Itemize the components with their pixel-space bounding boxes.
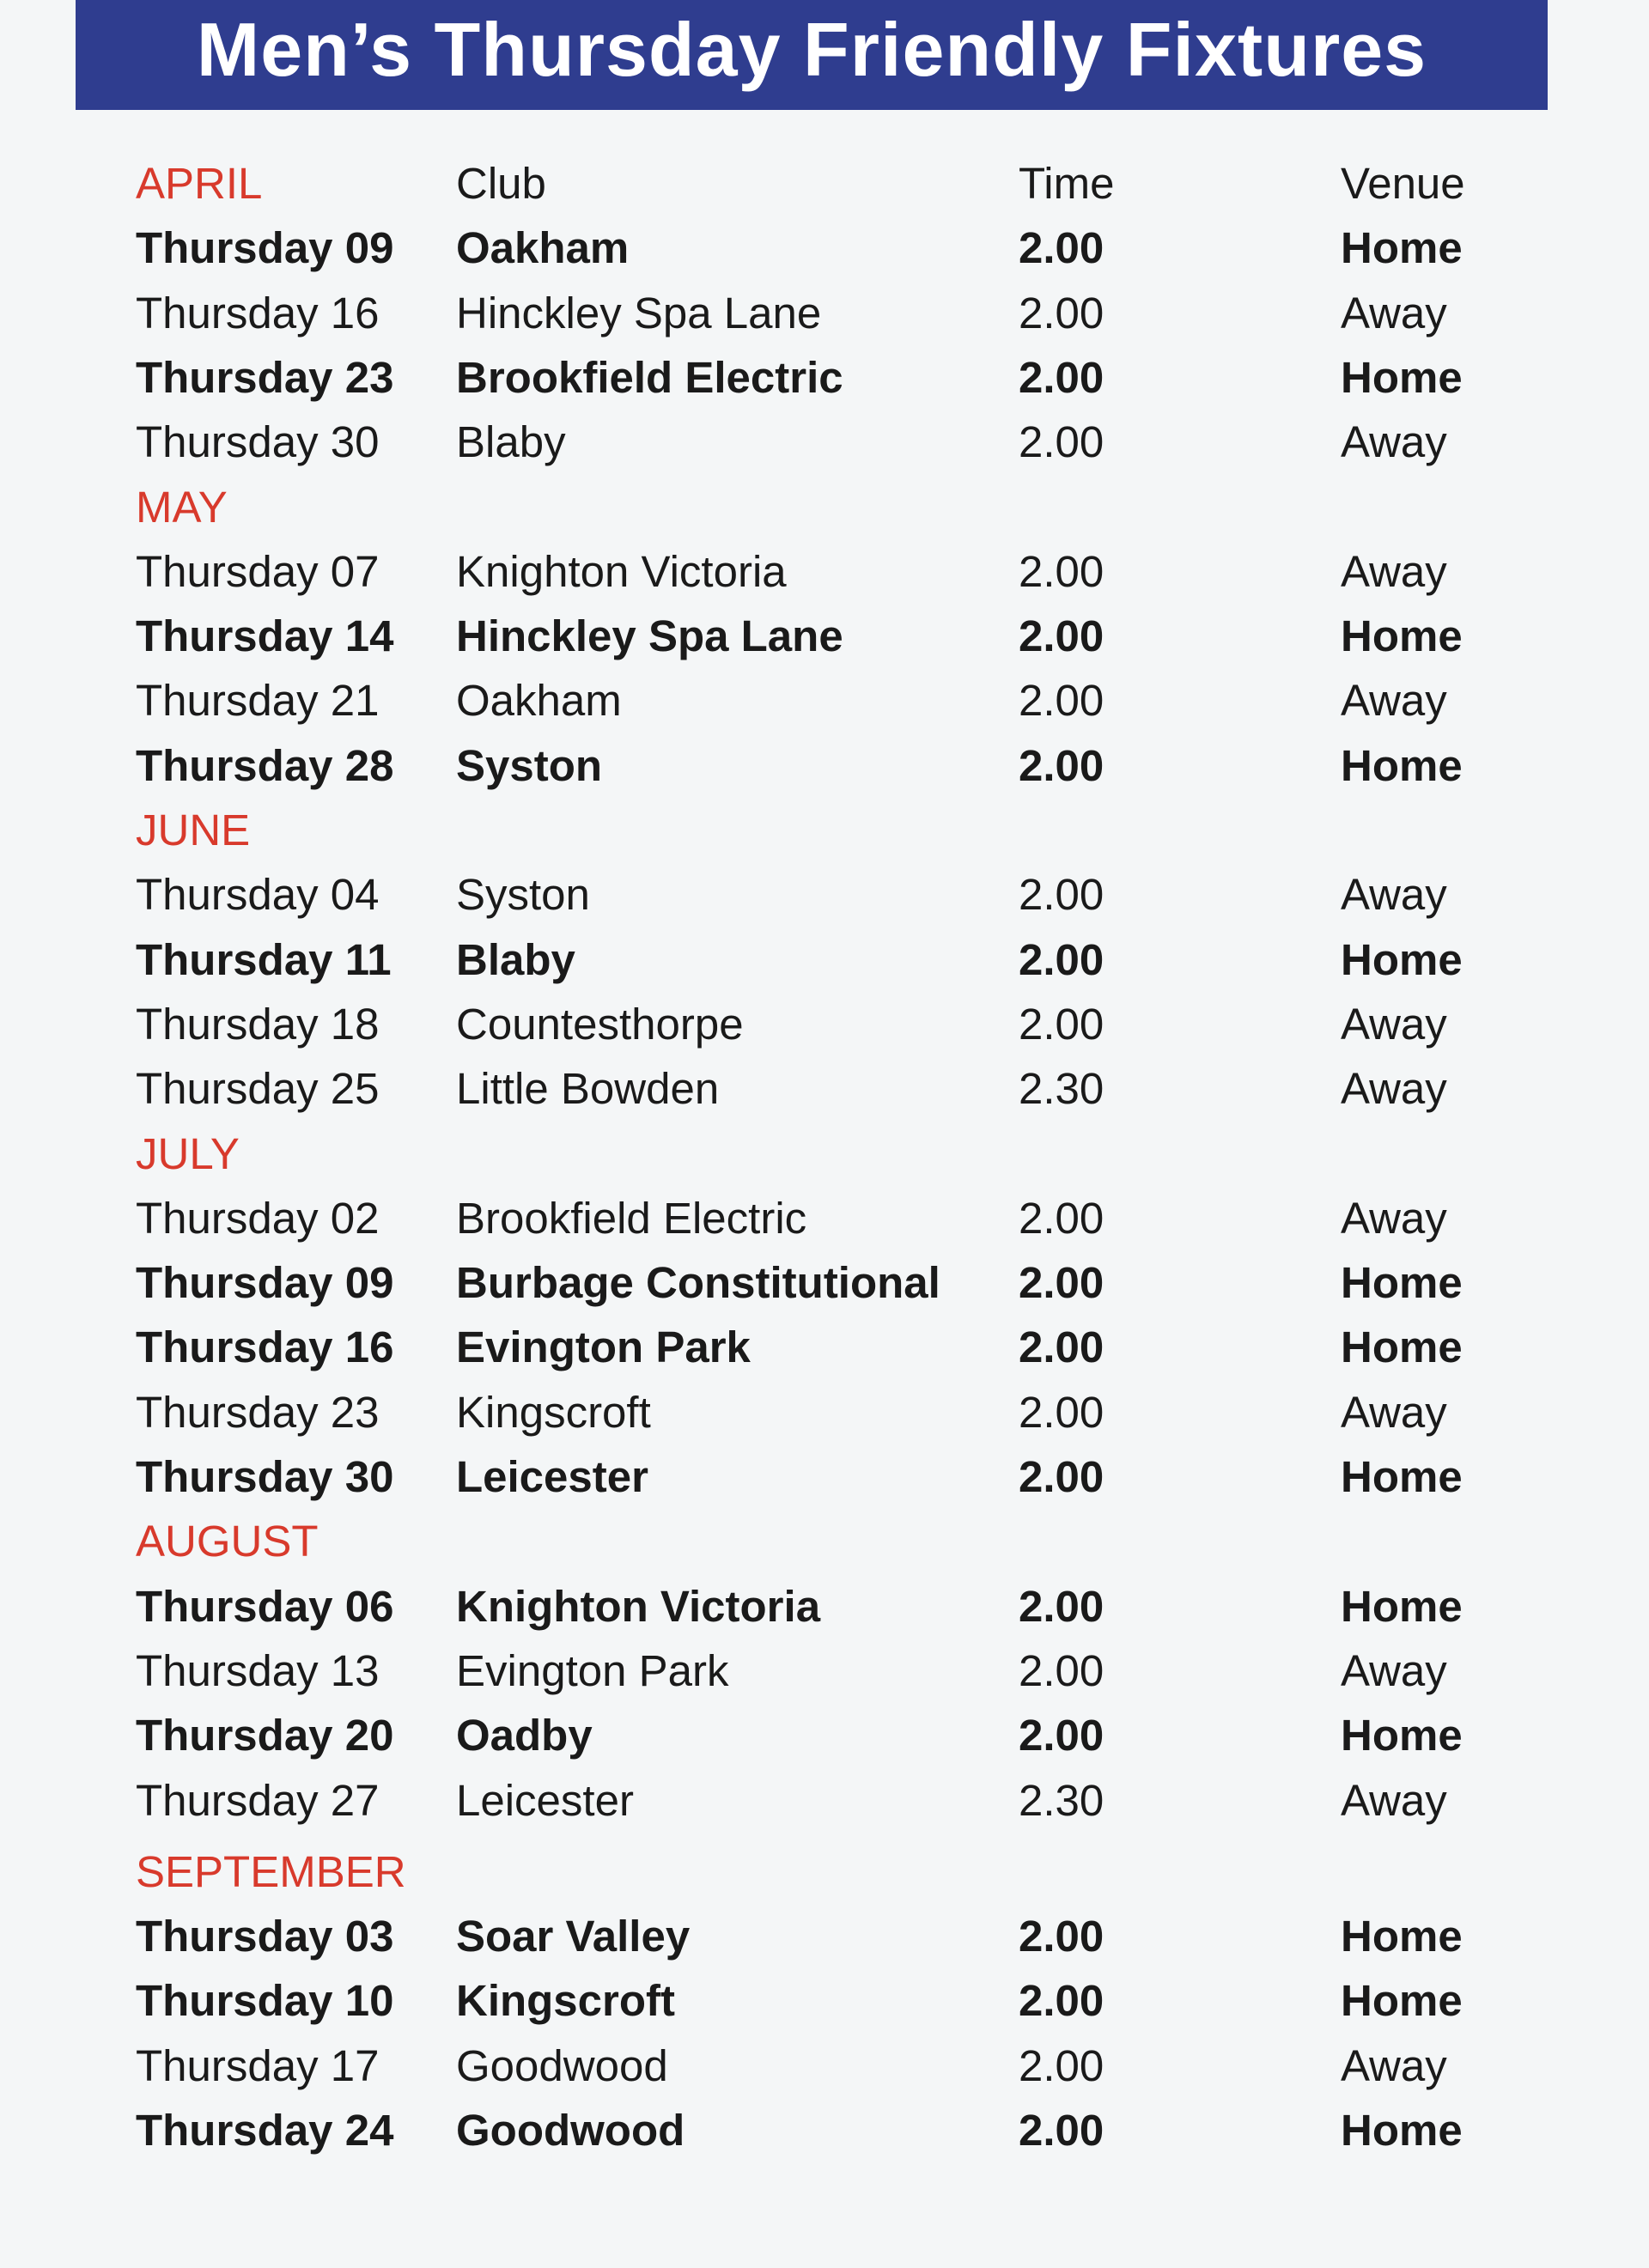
fixture-club: Kingscroft — [456, 1976, 675, 2025]
fixture-day: Thursday 24 — [136, 2106, 394, 2155]
month-heading: SEPTEMBER — [136, 1847, 406, 1896]
fixture-time: 2.00 — [1019, 1711, 1104, 1760]
fixture-venue: Home — [1341, 223, 1463, 272]
fixture-time: 2.00 — [1019, 2106, 1104, 2155]
month-heading: MAY — [136, 483, 228, 532]
fixture-row — [0, 2034, 1649, 2098]
fixture-venue: Home — [1341, 353, 1463, 402]
fixture-club: Syston — [456, 870, 590, 919]
fixture-row — [0, 733, 1649, 798]
fixture-row — [0, 1639, 1649, 1703]
fixture-row — [0, 1186, 1649, 1250]
fixture-venue: Home — [1341, 1912, 1463, 1961]
fixture-row — [0, 410, 1649, 474]
fixture-club: Syston — [456, 741, 603, 790]
fixture-venue: Away — [1341, 1000, 1447, 1049]
fixture-club: Evington Park — [456, 1646, 729, 1695]
fixture-row — [0, 668, 1649, 733]
fixture-venue: Home — [1341, 935, 1463, 984]
fixture-time: 2.00 — [1019, 2041, 1104, 2090]
fixture-venue: Away — [1341, 417, 1447, 466]
fixture-club: Hinckley Spa Lane — [456, 289, 822, 337]
fixture-row — [0, 604, 1649, 668]
fixture-venue: Away — [1341, 1776, 1447, 1825]
fixture-row — [0, 1250, 1649, 1315]
fixture-venue: Away — [1341, 1388, 1447, 1437]
header-row — [0, 151, 1649, 216]
fixture-day: Thursday 09 — [136, 223, 394, 272]
fixture-venue: Home — [1341, 1258, 1463, 1307]
fixture-venue: Home — [1341, 1582, 1463, 1631]
fixture-time: 2.00 — [1019, 1258, 1104, 1307]
fixture-venue: Away — [1341, 676, 1447, 725]
fixture-club: Soar Valley — [456, 1912, 691, 1961]
fixture-row — [0, 2098, 1649, 2162]
page-title: Men’s Thursday Friendly Fixtures — [196, 7, 1427, 92]
fixture-row — [0, 862, 1649, 927]
fixture-day: Thursday 06 — [136, 1582, 394, 1631]
fixture-club: Hinckley Spa Lane — [456, 611, 843, 660]
fixture-club: Leicester — [456, 1452, 648, 1501]
fixture-day: Thursday 28 — [136, 741, 394, 790]
month-heading-row — [0, 1509, 1649, 1573]
fixture-day: Thursday 04 — [136, 870, 380, 919]
fixture-venue: Away — [1341, 870, 1447, 919]
fixture-time: 2.00 — [1019, 1322, 1104, 1371]
fixture-day: Thursday 30 — [136, 417, 380, 466]
fixture-row — [0, 1056, 1649, 1121]
time-column-header: Time — [1019, 159, 1115, 208]
fixture-row — [0, 1703, 1649, 1767]
fixture-day: Thursday 03 — [136, 1912, 394, 1961]
fixture-club: Brookfield Electric — [456, 353, 843, 402]
fixture-row — [0, 1904, 1649, 1968]
fixture-day: Thursday 21 — [136, 676, 380, 725]
fixture-time: 2.00 — [1019, 1582, 1104, 1631]
month-heading: JUNE — [136, 806, 251, 854]
fixture-row — [0, 1768, 1649, 1833]
fixture-row — [0, 345, 1649, 410]
fixture-day: Thursday 20 — [136, 1711, 394, 1760]
fixture-day: Thursday 09 — [136, 1258, 394, 1307]
fixture-day: Thursday 07 — [136, 547, 380, 596]
month-heading-row — [0, 798, 1649, 862]
month-heading: APRIL — [136, 159, 263, 208]
fixture-time: 2.00 — [1019, 1912, 1104, 1961]
fixture-day: Thursday 18 — [136, 1000, 380, 1049]
month-heading-row — [0, 475, 1649, 539]
fixture-row — [0, 1380, 1649, 1444]
fixture-time: 2.30 — [1019, 1776, 1104, 1825]
fixture-row — [0, 539, 1649, 604]
fixture-day: Thursday 30 — [136, 1452, 394, 1501]
fixture-venue: Home — [1341, 1322, 1463, 1371]
fixture-day: Thursday 14 — [136, 611, 394, 660]
club-column-header: Club — [456, 159, 546, 208]
fixture-time: 2.00 — [1019, 1976, 1104, 2025]
fixture-time: 2.00 — [1019, 289, 1104, 337]
fixture-club: Evington Park — [456, 1322, 751, 1371]
fixture-time: 2.00 — [1019, 611, 1104, 660]
fixture-venue: Away — [1341, 2041, 1447, 2090]
fixture-club: Kingscroft — [456, 1388, 651, 1437]
fixture-venue: Away — [1341, 1194, 1447, 1243]
fixture-time: 2.00 — [1019, 1194, 1104, 1243]
fixture-club: Blaby — [456, 935, 575, 984]
fixture-club: Oakham — [456, 223, 630, 272]
fixture-day: Thursday 27 — [136, 1776, 380, 1825]
fixture-day: Thursday 23 — [136, 353, 394, 402]
fixture-row — [0, 1574, 1649, 1639]
title-banner — [76, 0, 1548, 110]
fixture-venue: Away — [1341, 1064, 1447, 1113]
fixture-club: Knighton Victoria — [456, 1582, 821, 1631]
fixture-row — [0, 1315, 1649, 1379]
fixture-time: 2.00 — [1019, 1388, 1104, 1437]
fixture-club: Leicester — [456, 1776, 634, 1825]
fixture-time: 2.00 — [1019, 935, 1104, 984]
fixture-venue: Away — [1341, 289, 1447, 337]
fixture-day: Thursday 23 — [136, 1388, 380, 1437]
fixture-day: Thursday 11 — [136, 935, 392, 984]
fixture-day: Thursday 16 — [136, 1322, 394, 1371]
fixture-day: Thursday 25 — [136, 1064, 380, 1113]
fixture-club: Blaby — [456, 417, 566, 466]
fixture-club: Burbage Constitutional — [456, 1258, 940, 1307]
fixture-club: Oakham — [456, 676, 622, 725]
fixture-time: 2.00 — [1019, 676, 1104, 725]
venue-column-header: Venue — [1341, 159, 1465, 208]
fixture-row — [0, 1968, 1649, 2033]
fixture-time: 2.00 — [1019, 223, 1104, 272]
fixture-club: Goodwood — [456, 2106, 685, 2155]
fixture-time: 2.00 — [1019, 353, 1104, 402]
fixture-club: Brookfield Electric — [456, 1194, 807, 1243]
fixture-venue: Home — [1341, 1452, 1463, 1501]
fixture-venue: Home — [1341, 741, 1463, 790]
fixture-time: 2.00 — [1019, 417, 1104, 466]
fixture-club: Little Bowden — [456, 1064, 720, 1113]
fixture-venue: Home — [1341, 1976, 1463, 2025]
fixture-club: Countesthorpe — [456, 1000, 744, 1049]
fixture-day: Thursday 16 — [136, 289, 380, 337]
fixture-venue: Home — [1341, 1711, 1463, 1760]
fixture-day: Thursday 02 — [136, 1194, 380, 1243]
fixture-venue: Away — [1341, 1646, 1447, 1695]
fixture-time: 2.00 — [1019, 1000, 1104, 1049]
fixture-day: Thursday 17 — [136, 2041, 380, 2090]
fixture-day: Thursday 10 — [136, 1976, 394, 2025]
fixture-time: 2.30 — [1019, 1064, 1104, 1113]
fixture-row — [0, 216, 1649, 280]
month-heading-row — [0, 1839, 1649, 1904]
fixture-row — [0, 281, 1649, 345]
month-heading-row — [0, 1122, 1649, 1186]
fixture-time: 2.00 — [1019, 1646, 1104, 1695]
fixture-club: Goodwood — [456, 2041, 668, 2090]
fixture-club: Oadby — [456, 1711, 593, 1760]
fixture-time: 2.00 — [1019, 1452, 1104, 1501]
fixture-day: Thursday 13 — [136, 1646, 380, 1695]
fixture-venue: Home — [1341, 611, 1463, 660]
fixture-row — [0, 927, 1649, 992]
fixture-time: 2.00 — [1019, 547, 1104, 596]
fixture-club: Knighton Victoria — [456, 547, 787, 596]
fixture-time: 2.00 — [1019, 741, 1104, 790]
fixture-row — [0, 992, 1649, 1056]
month-heading: JULY — [136, 1129, 240, 1178]
fixture-venue: Home — [1341, 2106, 1463, 2155]
fixture-row — [0, 1444, 1649, 1509]
month-heading: AUGUST — [136, 1517, 319, 1566]
fixture-venue: Away — [1341, 547, 1447, 596]
fixture-time: 2.00 — [1019, 870, 1104, 919]
